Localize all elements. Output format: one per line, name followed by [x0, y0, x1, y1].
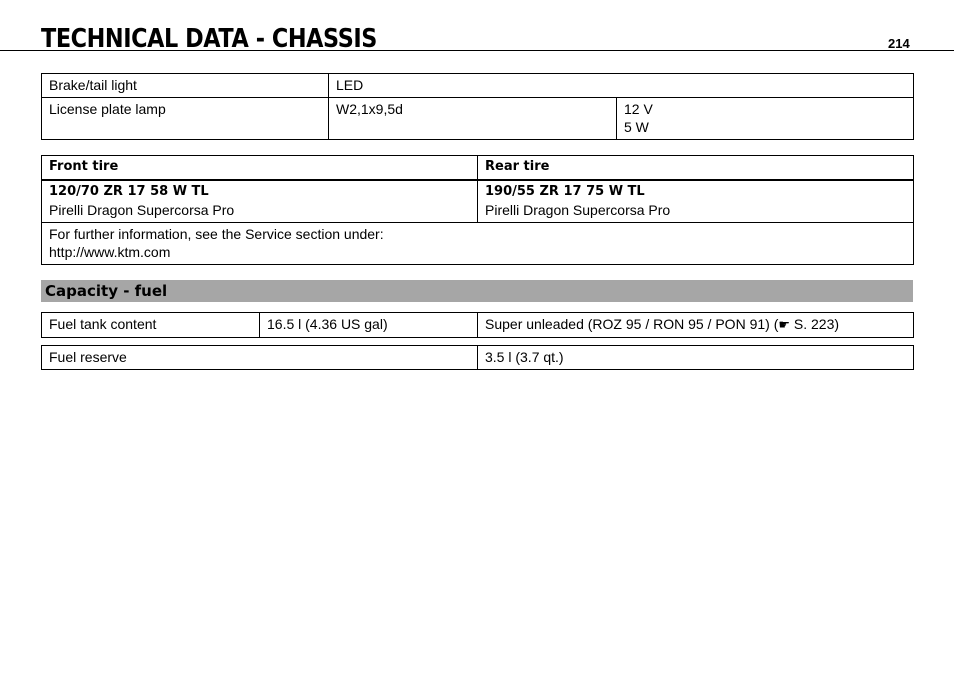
section-heading: Capacity - fuel — [45, 282, 168, 300]
license-lamp-wattage: 5 W — [624, 119, 649, 135]
fuel-reserve-value: 3.5 l (3.7 qt.) — [478, 346, 914, 370]
front-tire-header: Front tire — [42, 156, 478, 181]
fuel-tank-value: 16.5 l (4.36 US gal) — [260, 313, 478, 338]
table-row — [42, 313, 914, 338]
table-row — [42, 180, 914, 223]
header-rule — [0, 50, 954, 51]
license-lamp-spec — [617, 98, 914, 140]
table-row — [42, 223, 914, 265]
page-reference-link[interactable]: S. 223) — [790, 316, 840, 332]
fuel-tank-label: Fuel tank content — [42, 313, 260, 338]
fuel-reserve-table — [41, 345, 914, 370]
brake-light-label: Brake/tail light — [42, 74, 329, 98]
license-lamp-value: W2,1x9,5d — [329, 98, 617, 140]
table-row — [42, 74, 914, 98]
front-tire-brand: Pirelli Dragon Supercorsa Pro — [49, 202, 235, 218]
fuel-tank-table — [41, 312, 914, 338]
front-tire-size: 120/70 ZR 17 58 W TL — [49, 184, 209, 199]
license-lamp-voltage: 12 V — [624, 101, 653, 117]
table-header-row — [42, 156, 914, 181]
fuel-type-cell — [478, 313, 914, 338]
page-title: TECHNICAL DATA - CHASSIS — [41, 24, 377, 54]
rear-tire-header: Rear tire — [478, 156, 914, 181]
tire-table — [41, 155, 914, 265]
tire-info-cell — [42, 223, 914, 265]
ktm-website-link[interactable]: http://www.ktm.com — [49, 244, 171, 260]
brake-light-value: LED — [329, 74, 914, 98]
page-number: 214 — [888, 36, 910, 51]
rear-tire-cell — [478, 180, 914, 223]
table-row — [42, 98, 914, 140]
front-tire-cell — [42, 180, 478, 223]
tire-info-text: For further information, see the Service section under: — [49, 226, 384, 242]
rear-tire-brand: Pirelli Dragon Supercorsa Pro — [485, 202, 671, 218]
fuel-type-text: Super unleaded (ROZ 95 / RON 95 / PON 91) ( — [485, 316, 779, 332]
rear-tire-size: 190/55 ZR 17 75 W TL — [485, 184, 645, 199]
license-lamp-label: License plate lamp — [42, 98, 329, 140]
lights-table — [41, 73, 914, 140]
capacity-fuel-section-header — [41, 280, 913, 302]
table-row — [42, 346, 914, 370]
fuel-reserve-label: Fuel reserve — [42, 346, 478, 370]
pointing-hand-icon: ☛ — [778, 317, 791, 332]
